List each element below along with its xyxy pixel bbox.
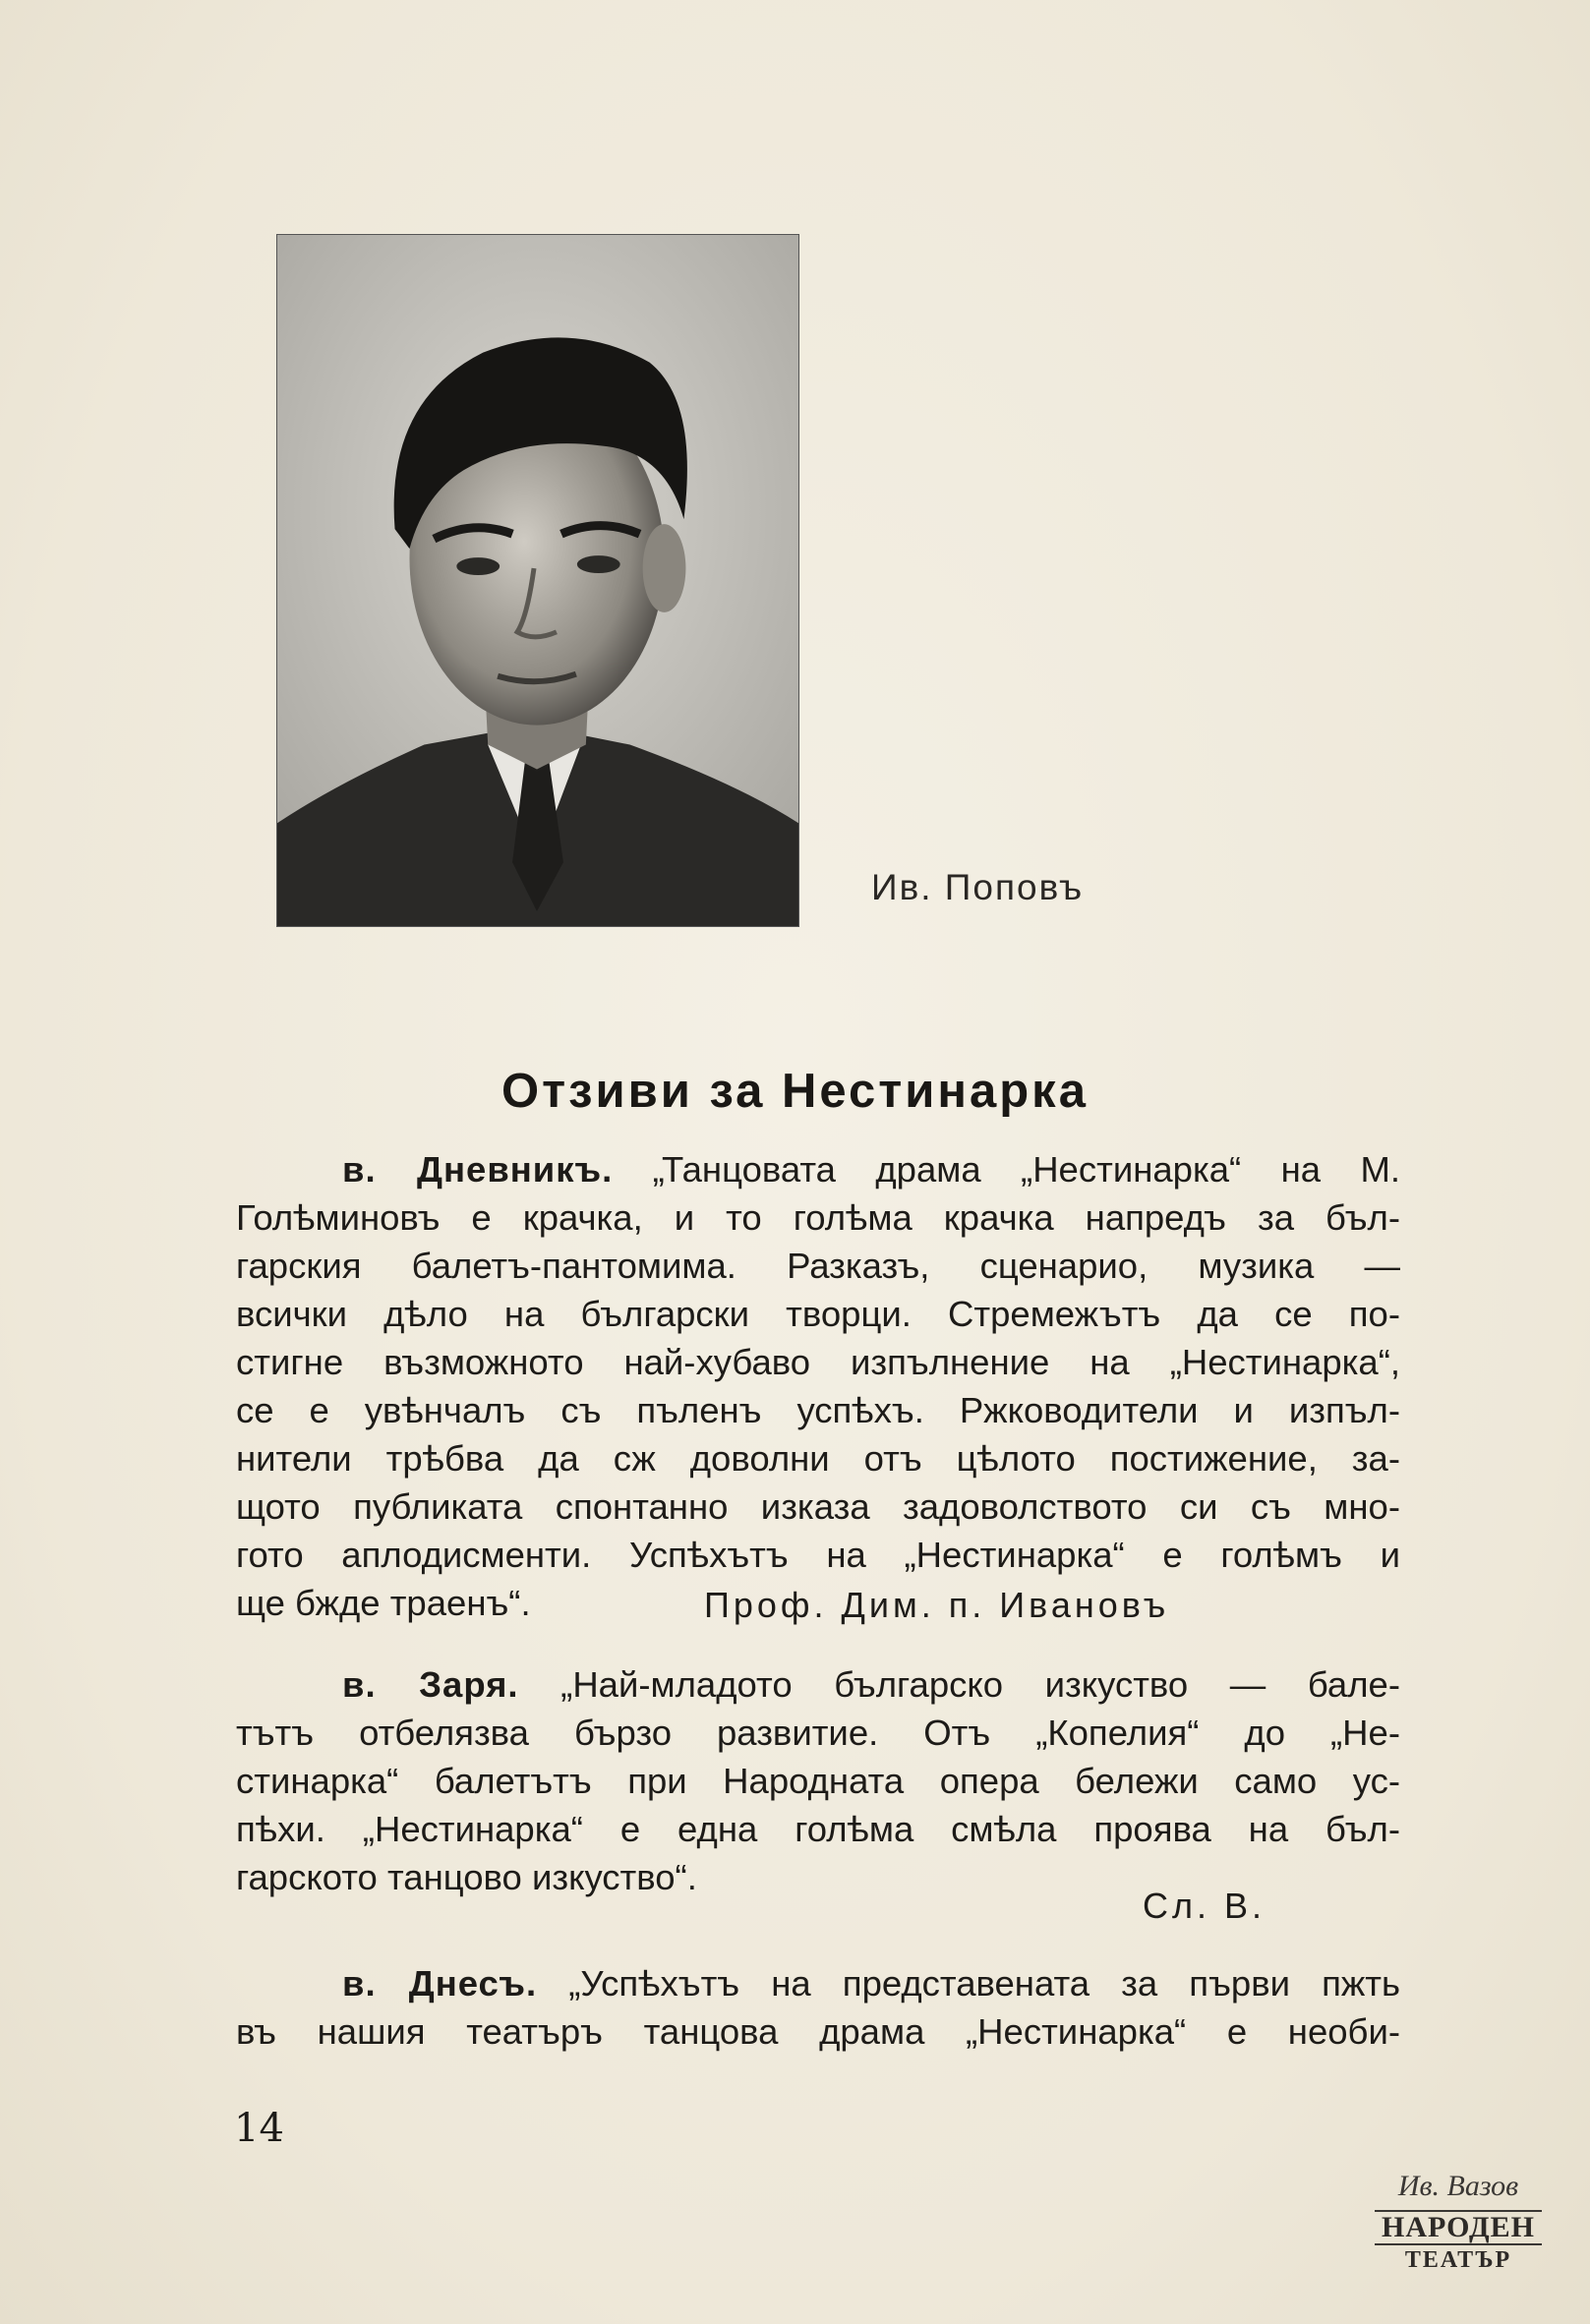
review-line: гарското танцово изкуство“.	[236, 1857, 697, 1897]
review-text: „Успѣхътъ на представената за първи пжть	[568, 1963, 1400, 2004]
review-line	[236, 1145, 1400, 1193]
review-source: в. Дневникъ.	[342, 1149, 614, 1190]
review-text: „Танцовата драма „Нестинарка“ на М.	[652, 1149, 1400, 1190]
review-line: гото аплодисменти. Успѣхътъ на „Нестинарка“ е голѣмъ и	[236, 1535, 1400, 1575]
review-author: Проф. Дим. п. Ивановъ	[704, 1585, 1170, 1625]
page-number: 14	[234, 2106, 284, 2151]
review-dnes	[236, 1959, 1400, 2056]
review-zarya	[236, 1660, 1400, 1901]
review-source: в. Заря.	[342, 1664, 519, 1705]
stamp-signature: Ив. Вазов	[1397, 2170, 1519, 2202]
review-line: тътъ отбелязва бързо развитие. Отъ „Копелия“ до „Не-	[236, 1713, 1400, 1753]
review-dnevnik	[236, 1145, 1400, 1627]
review-line: стинарка“ балетътъ при Народната опера бележи само ус-	[236, 1761, 1400, 1801]
review-author: Сл. В.	[1143, 1886, 1266, 1926]
stamp-line-2: ТЕАТЪР	[1404, 2247, 1512, 2273]
review-line: щото публиката спонтанно изказа задоволството си съ мно-	[236, 1486, 1400, 1527]
portrait-icon	[277, 235, 798, 926]
review-line: всички дѣло на български творци. Стремежътъ да се по-	[236, 1294, 1400, 1334]
review-line: ще бжде траенъ“.	[236, 1583, 531, 1623]
review-line	[236, 1660, 1400, 1709]
review-line: пѣхи. „Нестинарка“ е една голѣма смѣла проява на бъл-	[236, 1809, 1400, 1849]
review-source: в. Днесъ.	[342, 1963, 538, 2004]
review-line	[236, 1959, 1400, 2007]
photo-caption: Ив. Поповъ	[871, 867, 1085, 907]
review-line: въ нашия театъръ танцова драма „Нестинарка“ е необи-	[236, 2011, 1400, 2052]
stamp-line-1: НАРОДЕН	[1375, 2210, 1542, 2245]
section-title: Отзиви за Нестинарка	[501, 1065, 1089, 1118]
portrait-photo	[276, 234, 799, 927]
review-line: стигне възможното най-хубаво изпълнение на „Нестинарка“,	[236, 1342, 1400, 1382]
review-line: Голѣминовъ е крачка, и то голѣма крачка напредъ за бъл-	[236, 1197, 1400, 1238]
review-line: гарския балетъ-пантомима. Разказъ, сценарио, музика —	[236, 1246, 1400, 1286]
review-text: „Най-младото българско изкуство — бале-	[560, 1664, 1400, 1705]
review-line: нители трѣбва да сж доволни отъ цѣлото постижение, за-	[236, 1438, 1400, 1479]
review-line: се е увѣнчалъ съ пъленъ успѣхъ. Ржководители и изпъл-	[236, 1390, 1400, 1430]
theatre-stamp	[1375, 2171, 1542, 2287]
